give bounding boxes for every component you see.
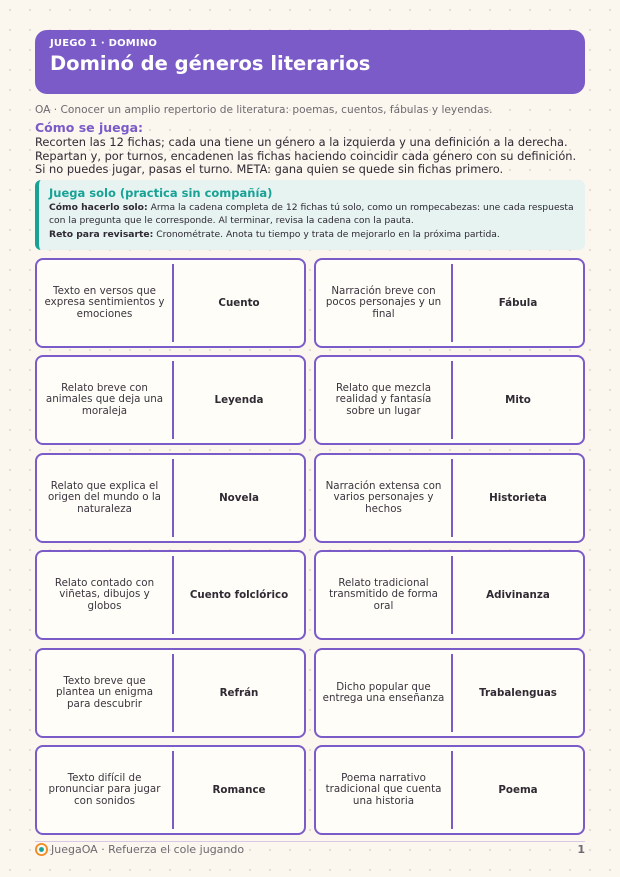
tile-definition: Texto en versos que expresa sentimientos y emociones bbox=[44, 284, 165, 320]
tile-definition: Relato contado con viñetas, dibujos y globos bbox=[54, 576, 155, 612]
solo-instructions bbox=[49, 202, 575, 227]
title-banner bbox=[35, 30, 585, 94]
domino-tile bbox=[314, 453, 585, 543]
tile-definition: Dicho popular que entrega una enseñanza bbox=[322, 680, 445, 704]
tile-genre: Leyenda bbox=[214, 394, 264, 406]
tile-genre: Historieta bbox=[489, 492, 547, 504]
tile-genre: Romance bbox=[212, 784, 266, 796]
domino-tile bbox=[35, 550, 306, 640]
footer-divider bbox=[35, 841, 585, 842]
page-number: 1 bbox=[577, 843, 585, 856]
tile-genre: Trabalenguas bbox=[479, 687, 557, 699]
solo-play-box bbox=[35, 180, 585, 250]
domino-tile bbox=[314, 258, 585, 348]
domino-tile bbox=[35, 453, 306, 543]
tile-definition: Relato que mezcla realidad y fantasía sobre un lugar bbox=[335, 381, 432, 417]
tile-genre: Fábula bbox=[498, 297, 538, 309]
tile-genre: Novela bbox=[219, 492, 259, 504]
target-logo-icon bbox=[35, 843, 48, 856]
tile-genre: Cuento bbox=[218, 297, 260, 309]
rules-paragraph: Recorten las 12 fichas; cada una tiene un género a la izquierda y una definición a la derecha. Repartan y, por turnos, encadenen las fichas haciendo coincidir cada género con su definición. Si no puedes jugar, pasas el turno. META: gana quien se quede sin fichas primero. bbox=[35, 135, 577, 176]
solo-instructions-label: Cómo hacerlo solo: bbox=[49, 202, 148, 213]
tile-genre: Refrán bbox=[219, 687, 259, 699]
page-title: Dominó de géneros literarios bbox=[50, 52, 371, 75]
domino-tile bbox=[314, 648, 585, 738]
tile-genre: Adivinanza bbox=[486, 589, 550, 601]
footer-brand: JuegaOA · Refuerza el cole jugando bbox=[51, 843, 245, 856]
how-to-play-heading: Cómo se juega: bbox=[35, 120, 144, 135]
tile-genre: Cuento folclórico bbox=[189, 589, 289, 601]
tile-definition: Texto breve que plantea un enigma para descubrir bbox=[55, 674, 154, 710]
domino-tile bbox=[35, 745, 306, 835]
tile-genre: Mito bbox=[505, 394, 531, 406]
solo-challenge-text: Cronométrate. Anota tu tiempo y trata de mejorarlo en la próxima partida. bbox=[153, 229, 500, 241]
game-kicker: JUEGO 1 · DOMINO bbox=[50, 38, 158, 49]
tile-definition: Narración extensa con varios personajes y hechos bbox=[325, 479, 442, 515]
solo-challenge bbox=[49, 229, 575, 242]
solo-instructions-text: Arma la cadena completa de 12 fichas tú solo, como un rompecabezas: une cada respuesta con la pregunta que le corresponde. Al terminar, revisa la cadena con la pauta. bbox=[49, 202, 574, 226]
domino-tile bbox=[35, 355, 306, 445]
learning-objective: OA · Conocer un amplio repertorio de literatura: poemas, cuentos, fábulas y leyendas. bbox=[35, 104, 493, 116]
tile-definition: Relato tradicional transmitido de forma oral bbox=[329, 576, 438, 612]
domino-tile bbox=[35, 258, 306, 348]
solo-challenge-label: Reto para revisarte: bbox=[49, 229, 154, 241]
tile-definition: Poema narrativo tradicional que cuenta una historia bbox=[325, 771, 442, 807]
tile-definition: Texto difícil de pronunciar para jugar con sonidos bbox=[48, 771, 161, 807]
domino-tile bbox=[314, 355, 585, 445]
tile-definition: Narración breve con pocos personajes y un final bbox=[325, 284, 442, 320]
domino-tile bbox=[314, 550, 585, 640]
tile-definition: Relato que explica el origen del mundo o la naturaleza bbox=[47, 479, 161, 515]
domino-tile bbox=[35, 648, 306, 738]
domino-tile bbox=[314, 745, 585, 835]
solo-title: Juega solo (practica sin compañía) bbox=[49, 186, 273, 200]
tile-definition: Relato breve con animales que deja una moraleja bbox=[45, 381, 164, 417]
tile-genre: Poema bbox=[498, 784, 538, 796]
